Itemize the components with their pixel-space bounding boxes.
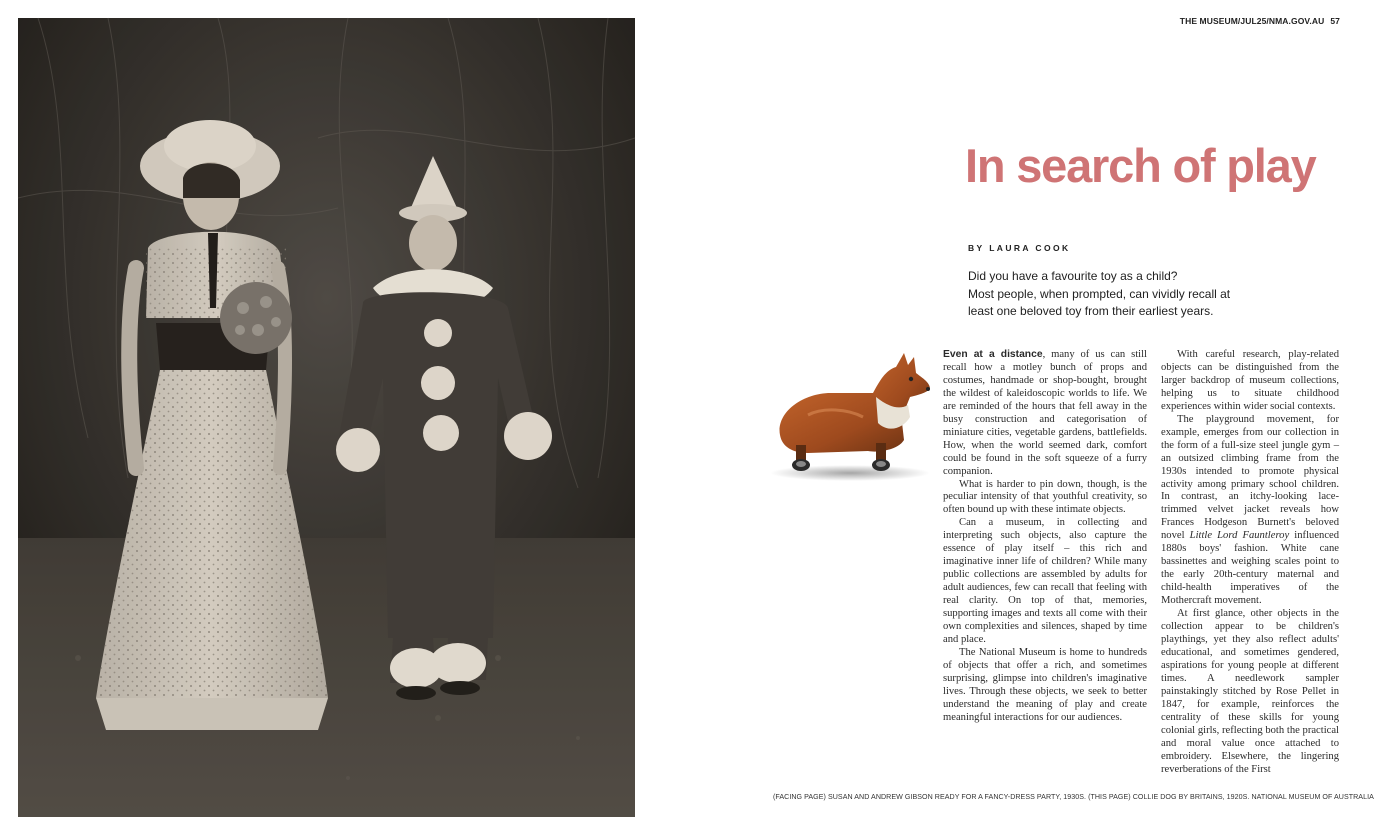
collie-dog-illustration [768, 345, 938, 485]
paragraph-text: , many of us can still recall how a motley bunch of props and costumes, handmade or shop-bought, brought the wildest of kaleidoscopic worlds to life. We are reminded of the hours that fell away in the busy construction and categorisation of miniature cities, vegetable gardens, battlefields. How, when the world seemed dark, comfort could be found in the soft squeeze of a furry companion. [943, 349, 1147, 477]
running-header [1180, 16, 1340, 26]
intro-line: Most people, when prompted, can vividly recall at [968, 286, 1231, 301]
header-text: THE MUSEUM/JUL25/NMA.GOV.AU [1179, 16, 1325, 26]
page-number: 57 [1330, 16, 1340, 26]
photo-caption: (FACING PAGE) SUSAN AND ANDREW GIBSON READY FOR A FANCY-DRESS PARTY, 1930S. (THIS PAGE) COLLIE DOG BY BRITAINS, 1920S. NATIONAL MUSEUM OF AUSTRALIA [773, 793, 1374, 801]
article-column-1 [943, 349, 1147, 751]
article-column-2 [1161, 349, 1340, 775]
article-title: In search of play [965, 139, 1316, 192]
paragraph: At first glance, other objects in the collection appear to be children's playthings, yet they also reflect adults' educational, and sometimes gendered, aspirations for young people at different times. A needlework sampler painstakingly stitched by Rose Pellet in 1847, for example, reinforces the centrality of these skills for young colonial girls, reflecting both the practical and moral value once attached to embroidery. Elsewhere, the lingering reverberations of the First [1161, 608, 1339, 775]
vintage-photo-illustration [18, 18, 635, 817]
book-title: Little Lord Fauntleroy [1189, 530, 1290, 542]
article-intro [968, 268, 1238, 321]
paragraph: What is harder to pin down, though, is the peculiar intensity of that youthful creativity, so often bound up with these intimate objects. [943, 478, 1147, 516]
paragraph: The National Museum is home to hundreds of objects that offer a rich, and sometimes surprising, glimpse into children's imaginative lives. Through these objects, we seek to better understand the meaning of play and create meaningful interactions for our audiences. [943, 646, 1147, 723]
collie-dog-toy-image [768, 345, 938, 485]
lead-in: Even at a distance [943, 349, 1043, 360]
paragraph: With careful research, play-related objects can be distinguished from the larger backdrop of museum collections, helping us to situate childhood experiences within wider social contexts. [1161, 349, 1339, 412]
paragraph-text: The playground movement, for example, emerges from our collection in the form of a full-size steel jungle gym – an outsized climbing frame from the 1930s intended to promote physical activity among primary school children. In contrast, an itchy-looking lace-trimmed velvet jacket reveals how Frances Hodgeson Burnett's beloved novel [1161, 413, 1339, 542]
intro-line: Did you have a favourite toy as a child? [968, 269, 1178, 283]
vintage-photo [18, 18, 635, 817]
paragraph: Can a museum, in collecting and interpreting such objects, also capture the essence of play itself – this rich and imaginative inner life of children? While many public collections are assembled by adults for adult audiences, few can recall that feeling with real clarity. On top of that, memories, supporting images and texts all come with their own complexities and silences, shaped by time and place. [943, 517, 1147, 645]
article-byline: BY LAURA COOK [968, 243, 1071, 253]
paragraph [943, 349, 1147, 479]
paragraph-text: influenced 1880s boys' fashion. White cane bassinettes and weighing scales point to the early 20th-century maternal and child-health imperatives of the Mothercraft movement. [1161, 530, 1340, 607]
paragraph [1161, 414, 1339, 608]
intro-line: least one beloved toy from their earliest years. [968, 304, 1214, 318]
